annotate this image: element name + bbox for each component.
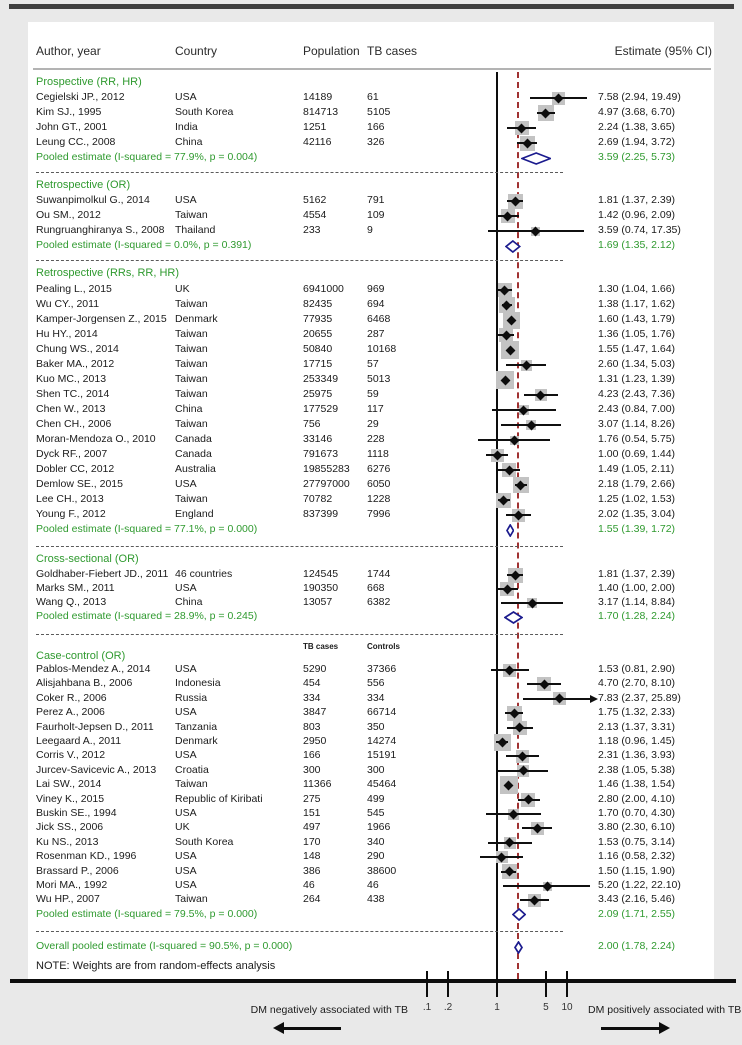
study-country: USA bbox=[175, 582, 197, 594]
pooled-estimate-text: 1.70 (1.28, 2.24) bbox=[598, 610, 676, 622]
study-estimate-text: 2.43 (0.84, 7.00) bbox=[598, 403, 676, 415]
study-n2: 38600 bbox=[367, 864, 397, 877]
study-author: Brassard P., 2006 bbox=[36, 864, 119, 877]
study-country: England bbox=[175, 508, 214, 520]
section-label: Retrospective (OR) bbox=[36, 179, 131, 191]
study-country: Indonesia bbox=[175, 677, 221, 690]
study-n1: 70782 bbox=[303, 493, 333, 505]
study-n1: 233 bbox=[303, 224, 321, 236]
study-country: South Korea bbox=[175, 106, 234, 118]
study-country: USA bbox=[175, 663, 197, 675]
study-n2: 5105 bbox=[367, 106, 391, 118]
study-n1: 837399 bbox=[303, 508, 339, 520]
study-country: India bbox=[175, 121, 198, 133]
study-estimate-text: 2.31 (1.36, 3.93) bbox=[598, 749, 676, 762]
study-author: Cegielski JP., 2012 bbox=[36, 91, 125, 103]
study-n1: 148 bbox=[303, 850, 321, 863]
study-country: Denmark bbox=[175, 735, 218, 747]
figure-top-border bbox=[9, 4, 734, 9]
x-axis-tick bbox=[496, 971, 498, 997]
study-author: Dobler CC, 2012 bbox=[36, 463, 115, 475]
study-n1: 17715 bbox=[303, 358, 333, 370]
study-n1: 791673 bbox=[303, 448, 339, 460]
study-author: Jick SS., 2006 bbox=[36, 821, 104, 834]
study-n2: 6382 bbox=[367, 596, 391, 608]
study-n1: 264 bbox=[303, 893, 321, 906]
study-estimate-text: 4.97 (3.68, 6.70) bbox=[598, 106, 676, 118]
x-axis-tick-label: 10 bbox=[561, 1002, 573, 1013]
study-author: Demlow SE., 2015 bbox=[36, 478, 123, 490]
pooled-diamond-icon bbox=[505, 240, 521, 253]
study-author: Lee CH., 2013 bbox=[36, 493, 104, 505]
study-estimate-text: 1.31 (1.23, 1.39) bbox=[598, 373, 676, 385]
study-author: Jurcev-Savicevic A., 2013 bbox=[36, 763, 157, 776]
study-author: Young F., 2012 bbox=[36, 508, 106, 520]
study-n1: 454 bbox=[303, 677, 321, 690]
study-country: China bbox=[175, 403, 203, 415]
study-estimate-text: 3.59 (0.74, 17.35) bbox=[598, 224, 681, 236]
study-n2: 57 bbox=[367, 358, 379, 370]
study-estimate-text: 2.02 (1.35, 3.04) bbox=[598, 508, 676, 520]
study-n1: 46 bbox=[303, 879, 315, 891]
study-author: Moran-Mendoza O., 2010 bbox=[36, 433, 156, 445]
study-country: USA bbox=[175, 478, 197, 490]
study-author: Perez A., 2006 bbox=[36, 706, 105, 719]
study-author: Kuo MC., 2013 bbox=[36, 373, 107, 385]
study-estimate-text: 1.81 (1.37, 2.39) bbox=[598, 194, 676, 206]
study-n2: 117 bbox=[367, 403, 384, 415]
study-n1: 13057 bbox=[303, 596, 333, 608]
study-country: USA bbox=[175, 879, 197, 891]
study-estimate-text: 1.30 (1.04, 1.66) bbox=[598, 283, 676, 295]
study-estimate-text: 3.80 (2.30, 6.10) bbox=[598, 821, 676, 834]
study-author: Baker MA., 2012 bbox=[36, 358, 115, 370]
study-author: Leegaard A., 2011 bbox=[36, 735, 122, 747]
study-estimate-text: 3.43 (2.16, 5.46) bbox=[598, 893, 676, 906]
pooled-estimate-text: 2.00 (1.78, 2.24) bbox=[598, 940, 676, 952]
study-estimate-text: 1.76 (0.54, 5.75) bbox=[598, 433, 676, 445]
column-header-estimate: Estimate (95% CI) bbox=[614, 44, 712, 58]
section-separator bbox=[36, 546, 563, 547]
study-n1: 5162 bbox=[303, 194, 327, 206]
study-author: Wu CY., 2011 bbox=[36, 298, 100, 310]
study-n2: 10168 bbox=[367, 343, 397, 355]
study-author: Ku NS., 2013 bbox=[36, 835, 99, 848]
study-estimate-text: 1.00 (0.69, 1.44) bbox=[598, 448, 676, 460]
study-n1: 386 bbox=[303, 864, 321, 877]
x-axis-tick-label: .2 bbox=[443, 1002, 453, 1013]
x-axis-line bbox=[10, 979, 736, 983]
pooled-diamond-icon bbox=[504, 611, 523, 624]
study-n1: 6941000 bbox=[303, 283, 344, 295]
study-n2: 350 bbox=[367, 720, 385, 733]
study-country: Republic of Kiribati bbox=[175, 792, 263, 805]
study-author: Kim SJ., 1995 bbox=[36, 106, 102, 118]
study-n2: 37366 bbox=[367, 663, 397, 675]
study-country: Taiwan bbox=[175, 778, 208, 791]
right-direction-arrowhead-icon bbox=[659, 1022, 670, 1034]
pooled-diamond-icon bbox=[514, 941, 523, 954]
right-direction-arrow-shaft bbox=[601, 1027, 659, 1030]
study-n2: 6276 bbox=[367, 463, 391, 475]
pooled-estimate-text: 3.59 (2.25, 5.73) bbox=[598, 151, 676, 163]
study-estimate-text: 2.38 (1.05, 5.38) bbox=[598, 763, 676, 776]
study-n1: 5290 bbox=[303, 663, 327, 675]
study-n2: 46 bbox=[367, 879, 379, 891]
study-author: Lai SW., 2014 bbox=[36, 778, 102, 791]
study-author: Corris V., 2012 bbox=[36, 749, 106, 762]
study-n1: 11366 bbox=[303, 778, 332, 791]
study-n1: 124545 bbox=[303, 568, 339, 580]
study-country: Taiwan bbox=[175, 388, 208, 400]
study-estimate-text: 1.25 (1.02, 1.53) bbox=[598, 493, 676, 505]
study-n1: 25975 bbox=[303, 388, 333, 400]
study-country: USA bbox=[175, 749, 197, 762]
x-axis-tick bbox=[447, 971, 449, 997]
study-n2: 668 bbox=[367, 582, 385, 594]
pooled-label: Pooled estimate (I-squared = 77.1%, p = 0.000) bbox=[36, 523, 258, 535]
pooled-label: Pooled estimate (I-squared = 77.9%, p = 0.004) bbox=[36, 151, 258, 163]
study-estimate-text: 1.18 (0.96, 1.45) bbox=[598, 735, 676, 747]
study-n1: 300 bbox=[303, 763, 321, 776]
study-n1: 497 bbox=[303, 821, 321, 834]
study-estimate-text: 1.49 (1.05, 2.11) bbox=[598, 463, 675, 475]
study-country: USA bbox=[175, 850, 197, 863]
study-n1: 803 bbox=[303, 720, 321, 733]
study-country: Russia bbox=[175, 691, 208, 704]
pooled-diamond-icon bbox=[512, 908, 526, 921]
study-estimate-text: 2.13 (1.37, 3.31) bbox=[598, 720, 676, 733]
study-estimate-text: 2.24 (1.38, 3.65) bbox=[598, 121, 676, 133]
study-n2: 1966 bbox=[367, 821, 391, 834]
study-estimate-text: 7.58 (2.94, 19.49) bbox=[598, 91, 681, 103]
study-country: Denmark bbox=[175, 313, 218, 325]
study-estimate-text: 2.69 (1.94, 3.72) bbox=[598, 136, 676, 148]
section-separator bbox=[36, 634, 563, 635]
study-n1: 82435 bbox=[303, 298, 333, 310]
study-country: 46 countries bbox=[175, 568, 233, 580]
study-n1: 170 bbox=[303, 835, 321, 848]
study-estimate-text: 1.81 (1.37, 2.39) bbox=[598, 568, 676, 580]
study-n2: 334 bbox=[367, 691, 385, 704]
study-estimate-text: 1.50 (1.15, 1.90) bbox=[598, 864, 676, 877]
study-country: USA bbox=[175, 91, 197, 103]
study-n2: 45464 bbox=[367, 778, 397, 791]
study-n1: 33146 bbox=[303, 433, 333, 445]
study-n1: 166 bbox=[303, 749, 321, 762]
study-author: Wu HP., 2007 bbox=[36, 893, 100, 906]
study-n1: 4554 bbox=[303, 209, 327, 221]
study-n1: 19855283 bbox=[303, 463, 350, 475]
pooled-diamond-icon bbox=[521, 152, 551, 165]
study-estimate-text: 1.16 (0.58, 2.32) bbox=[598, 850, 676, 863]
study-n2: 109 bbox=[367, 209, 385, 221]
study-country: UK bbox=[175, 283, 190, 295]
study-n2: 66714 bbox=[367, 706, 397, 719]
study-country: Canada bbox=[175, 433, 212, 445]
study-estimate-text: 1.70 (0.70, 4.30) bbox=[598, 807, 676, 819]
study-n2: 545 bbox=[367, 807, 385, 819]
column-header-author: Author, year bbox=[36, 44, 101, 58]
pooled-estimate-text: 2.09 (1.71, 2.55) bbox=[598, 907, 676, 920]
section-separator bbox=[36, 931, 563, 932]
study-estimate-text: 1.75 (1.32, 2.33) bbox=[598, 706, 676, 719]
study-author: John GT., 2001 bbox=[36, 121, 108, 133]
study-estimate-text: 1.60 (1.43, 1.79) bbox=[598, 313, 676, 325]
study-country: USA bbox=[175, 706, 197, 719]
study-estimate-text: 2.80 (2.00, 4.10) bbox=[598, 792, 676, 805]
study-author: Pealing L., 2015 bbox=[36, 283, 112, 295]
study-n2: 29 bbox=[367, 418, 379, 430]
study-n2: 228 bbox=[367, 433, 385, 445]
pooled-diamond-icon bbox=[506, 524, 514, 537]
study-author: Wang Q., 2013 bbox=[36, 596, 107, 608]
study-estimate-text: 4.70 (2.70, 8.10) bbox=[598, 677, 676, 690]
study-n2: 340 bbox=[367, 835, 385, 848]
study-country: Taiwan bbox=[175, 373, 208, 385]
x-axis-tick bbox=[426, 971, 428, 997]
study-country: South Korea bbox=[175, 835, 234, 848]
study-estimate-text: 4.23 (2.43, 7.36) bbox=[598, 388, 676, 400]
study-country: Croatia bbox=[175, 763, 209, 776]
study-n1: 275 bbox=[303, 792, 321, 805]
study-country: Taiwan bbox=[175, 298, 208, 310]
pooled-label: Pooled estimate (I-squared = 28.9%, p = 0.245) bbox=[36, 610, 258, 622]
section-label: Cross-sectional (OR) bbox=[36, 553, 139, 565]
study-author: Buskin SE., 1994 bbox=[36, 807, 117, 819]
study-author: Suwanpimolkul G., 2014 bbox=[36, 194, 150, 206]
study-author: Marks SM., 2011 bbox=[36, 582, 115, 594]
section-separator bbox=[36, 172, 563, 173]
study-n2: 694 bbox=[367, 298, 385, 310]
study-n1: 151 bbox=[303, 807, 321, 819]
study-n2: 438 bbox=[367, 893, 385, 906]
study-n2: 1228 bbox=[367, 493, 391, 505]
pooled-estimate-text: 1.55 (1.39, 1.72) bbox=[598, 523, 676, 535]
study-author: Hu HY., 2014 bbox=[36, 328, 98, 340]
study-n2: 5013 bbox=[367, 373, 391, 385]
study-country: Canada bbox=[175, 448, 212, 460]
section-separator bbox=[36, 260, 563, 261]
study-n2: 1744 bbox=[367, 568, 391, 580]
study-author: Dyck RF., 2007 bbox=[36, 448, 108, 460]
study-n2: 61 bbox=[367, 91, 379, 103]
study-estimate-text: 1.53 (0.75, 3.14) bbox=[598, 835, 676, 848]
pooled-label: Pooled estimate (I-squared = 79.5%, p = 0.000) bbox=[36, 907, 258, 920]
study-n1: 756 bbox=[303, 418, 321, 430]
x-axis-tick-label: .1 bbox=[422, 1002, 432, 1013]
study-n2: 9 bbox=[367, 224, 373, 236]
study-country: USA bbox=[175, 807, 197, 819]
subcolumn-header-controls: Controls bbox=[367, 642, 400, 651]
study-author: Ou SM., 2012 bbox=[36, 209, 101, 221]
section-label: Case-control (OR) bbox=[36, 650, 126, 662]
study-country: UK bbox=[175, 821, 190, 834]
study-estimate-text: 1.38 (1.17, 1.62) bbox=[598, 298, 676, 310]
study-country: Taiwan bbox=[175, 209, 208, 221]
study-n2: 14274 bbox=[367, 735, 397, 747]
ci-arrow-right-icon bbox=[590, 695, 598, 703]
study-country: Australia bbox=[175, 463, 216, 475]
study-n1: 27797000 bbox=[303, 478, 350, 490]
study-n2: 15191 bbox=[367, 749, 397, 762]
study-n2: 59 bbox=[367, 388, 379, 400]
study-n2: 499 bbox=[367, 792, 385, 805]
study-estimate-text: 5.20 (1.22, 22.10) bbox=[598, 879, 681, 891]
pooled-label: Overall pooled estimate (I-squared = 90.5%, p = 0.000) bbox=[36, 940, 293, 952]
study-country: China bbox=[175, 596, 203, 608]
study-n2: 6050 bbox=[367, 478, 391, 490]
section-label: Prospective (RR, HR) bbox=[36, 76, 142, 88]
pooled-label: Pooled estimate (I-squared = 0.0%, p = 0.391) bbox=[36, 239, 252, 251]
weights-note: NOTE: Weights are from random-effects analysis bbox=[36, 960, 276, 972]
study-n1: 2950 bbox=[303, 735, 327, 747]
study-author: Alisjahbana B., 2006 bbox=[36, 677, 133, 690]
study-country: USA bbox=[175, 864, 197, 877]
x-axis-right-label: DM positively associated with TB bbox=[588, 1004, 742, 1016]
study-author: Mori MA., 1992 bbox=[36, 879, 108, 891]
study-author: Leung CC., 2008 bbox=[36, 136, 116, 148]
study-n1: 334 bbox=[303, 691, 321, 704]
study-country: Tanzania bbox=[175, 720, 218, 733]
study-estimate-text: 1.46 (1.38, 1.54) bbox=[598, 778, 676, 791]
study-n1: 190350 bbox=[303, 582, 339, 594]
header-rule bbox=[33, 68, 711, 70]
study-estimate-text: 1.53 (0.81, 2.90) bbox=[598, 663, 676, 675]
study-n2: 166 bbox=[367, 121, 385, 133]
column-header-tb-cases: TB cases bbox=[367, 44, 418, 58]
study-n2: 556 bbox=[367, 677, 385, 690]
study-author: Kamper-Jorgensen Z., 2015 bbox=[36, 313, 167, 325]
study-n2: 6468 bbox=[367, 313, 391, 325]
pooled-estimate-text: 1.69 (1.35, 2.12) bbox=[598, 239, 676, 251]
study-estimate-text: 2.60 (1.34, 5.03) bbox=[598, 358, 676, 370]
study-country: Taiwan bbox=[175, 343, 208, 355]
study-n1: 14189 bbox=[303, 91, 333, 103]
column-header-population: Population bbox=[303, 44, 360, 58]
x-axis-tick bbox=[545, 971, 547, 997]
study-n2: 300 bbox=[367, 763, 385, 776]
study-estimate-text: 1.55 (1.47, 1.64) bbox=[598, 343, 676, 355]
study-n2: 7996 bbox=[367, 508, 391, 520]
x-axis-tick-label: 5 bbox=[543, 1002, 549, 1013]
study-author: Shen TC., 2014 bbox=[36, 388, 110, 400]
left-direction-arrow-shaft bbox=[283, 1027, 341, 1030]
study-n1: 50840 bbox=[303, 343, 333, 355]
x-axis-tick-label: 1 bbox=[494, 1002, 500, 1013]
study-country: Taiwan bbox=[175, 893, 208, 906]
study-estimate-text: 1.42 (0.96, 2.09) bbox=[598, 209, 676, 221]
study-n2: 290 bbox=[367, 850, 385, 863]
study-author: Viney K., 2015 bbox=[36, 792, 105, 805]
study-estimate-text: 3.17 (1.14, 8.84) bbox=[598, 596, 676, 608]
study-n1: 3847 bbox=[303, 706, 327, 719]
study-country: Taiwan bbox=[175, 418, 208, 430]
study-n2: 287 bbox=[367, 328, 385, 340]
study-estimate-text: 3.07 (1.14, 8.26) bbox=[598, 418, 676, 430]
x-axis-left-label: DM negatively associated with TB bbox=[250, 1004, 408, 1016]
study-n1: 814713 bbox=[303, 106, 339, 118]
study-author: Chen W., 2013 bbox=[36, 403, 106, 415]
study-n1: 20655 bbox=[303, 328, 333, 340]
study-n1: 253349 bbox=[303, 373, 339, 385]
study-author: Pablos-Mendez A., 2014 bbox=[36, 663, 151, 675]
study-country: Taiwan bbox=[175, 493, 208, 505]
study-estimate-text: 7.83 (2.37, 25.89) bbox=[598, 691, 681, 704]
study-country: USA bbox=[175, 194, 197, 206]
study-author: Goldhaber-Fiebert JD., 2011 bbox=[36, 568, 169, 580]
study-estimate-text: 1.36 (1.05, 1.76) bbox=[598, 328, 676, 340]
column-header-country: Country bbox=[175, 44, 218, 58]
study-n1: 77935 bbox=[303, 313, 333, 325]
study-country: Taiwan bbox=[175, 328, 208, 340]
study-author: Faurholt-Jepsen D., 2011 bbox=[36, 720, 154, 733]
study-country: Thailand bbox=[175, 224, 216, 236]
study-n2: 969 bbox=[367, 283, 385, 295]
study-estimate-text: 2.18 (1.79, 2.66) bbox=[598, 478, 676, 490]
study-author: Chen CH., 2006 bbox=[36, 418, 112, 430]
study-author: Rungruanghiranya S., 2008 bbox=[36, 224, 165, 236]
study-n2: 1118 bbox=[367, 448, 389, 460]
study-n1: 177529 bbox=[303, 403, 339, 415]
study-estimate-text: 1.40 (1.00, 2.00) bbox=[598, 582, 676, 594]
subcolumn-header-tb-cases: TB cases bbox=[303, 642, 339, 651]
study-n2: 791 bbox=[367, 194, 385, 206]
study-author: Rosenman KD., 1996 bbox=[36, 850, 137, 863]
x-axis-tick bbox=[566, 971, 568, 997]
study-country: China bbox=[175, 136, 203, 148]
study-country: Taiwan bbox=[175, 358, 208, 370]
study-author: Chung WS., 2014 bbox=[36, 343, 119, 355]
study-n2: 326 bbox=[367, 136, 385, 148]
section-label: Retrospective (RRs, RR, HR) bbox=[36, 267, 180, 279]
study-author: Coker R., 2006 bbox=[36, 691, 107, 704]
study-n1: 1251 bbox=[303, 121, 327, 133]
study-n1: 42116 bbox=[303, 136, 332, 148]
